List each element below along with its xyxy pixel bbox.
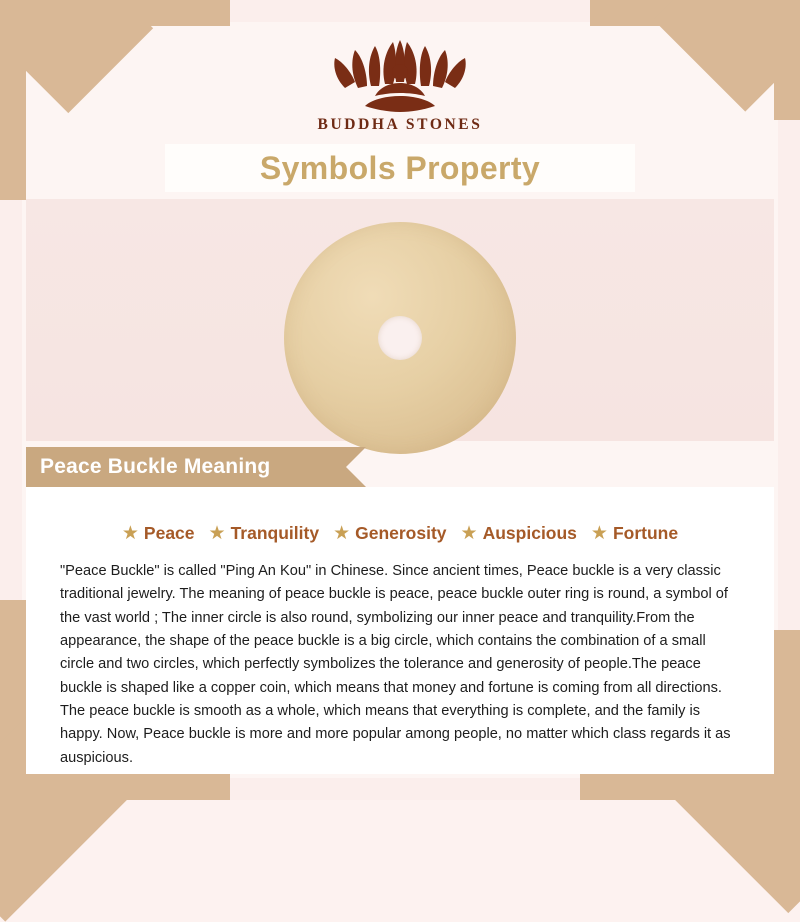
peace-buckle-center-hole [378,316,422,360]
meaning-paragraph: "Peace Buckle" is called "Ping An Kou" in Chinese. Since ancient times, Peace buckle is a very classic traditional jewelry. The meaning of peace buckle is peace, peace buckle outer ring is round, a symbol of the vast world ; The inner circle is also round, symbolizing our inner peace and tranquility.From the appearance, the shape of the peace buckle is a big circle, which contains the combination of a small circle and two circles, which perfectly symbolizes the tolerance and generosity of people.The peace buckle is shaped like a copper coin, which means that money and fortune is coming from all directions. The peace buckle is smooth as a whole, which means that everything is complete, and the family is happy. Now, Peace buckle is more and more popular among people, no matter which class regards it as auspicious. [60,563,731,766]
keyword-label: Generosity [355,523,447,543]
keyword-list [38,523,762,544]
peace-buckle-disc-image [284,222,516,454]
star-icon: ★ [333,523,351,544]
section-ribbon [26,447,346,487]
meaning-text-card [26,487,774,774]
keyword-label: Auspicious [482,523,577,543]
brand-name: BUDDHA STONES [317,116,483,133]
keyword-item [209,523,320,544]
star-icon: ★ [121,523,139,544]
star-icon: ★ [208,523,226,544]
keyword-label: Peace [143,523,195,543]
keyword-item [122,523,195,544]
lotus-meditation-figure-icon [305,26,495,114]
star-icon: ★ [590,523,608,544]
page-title: Symbols Property [259,149,541,186]
section-ribbon-label: Peace Buckle Meaning [40,455,271,478]
keyword-item [591,523,678,544]
star-icon: ★ [460,523,478,544]
title-band [165,144,635,192]
brand-logo [0,26,800,146]
keyword-item [461,523,577,544]
keyword-label: Tranquility [230,523,320,543]
keyword-label: Fortune [612,523,679,543]
keyword-item [333,523,446,544]
